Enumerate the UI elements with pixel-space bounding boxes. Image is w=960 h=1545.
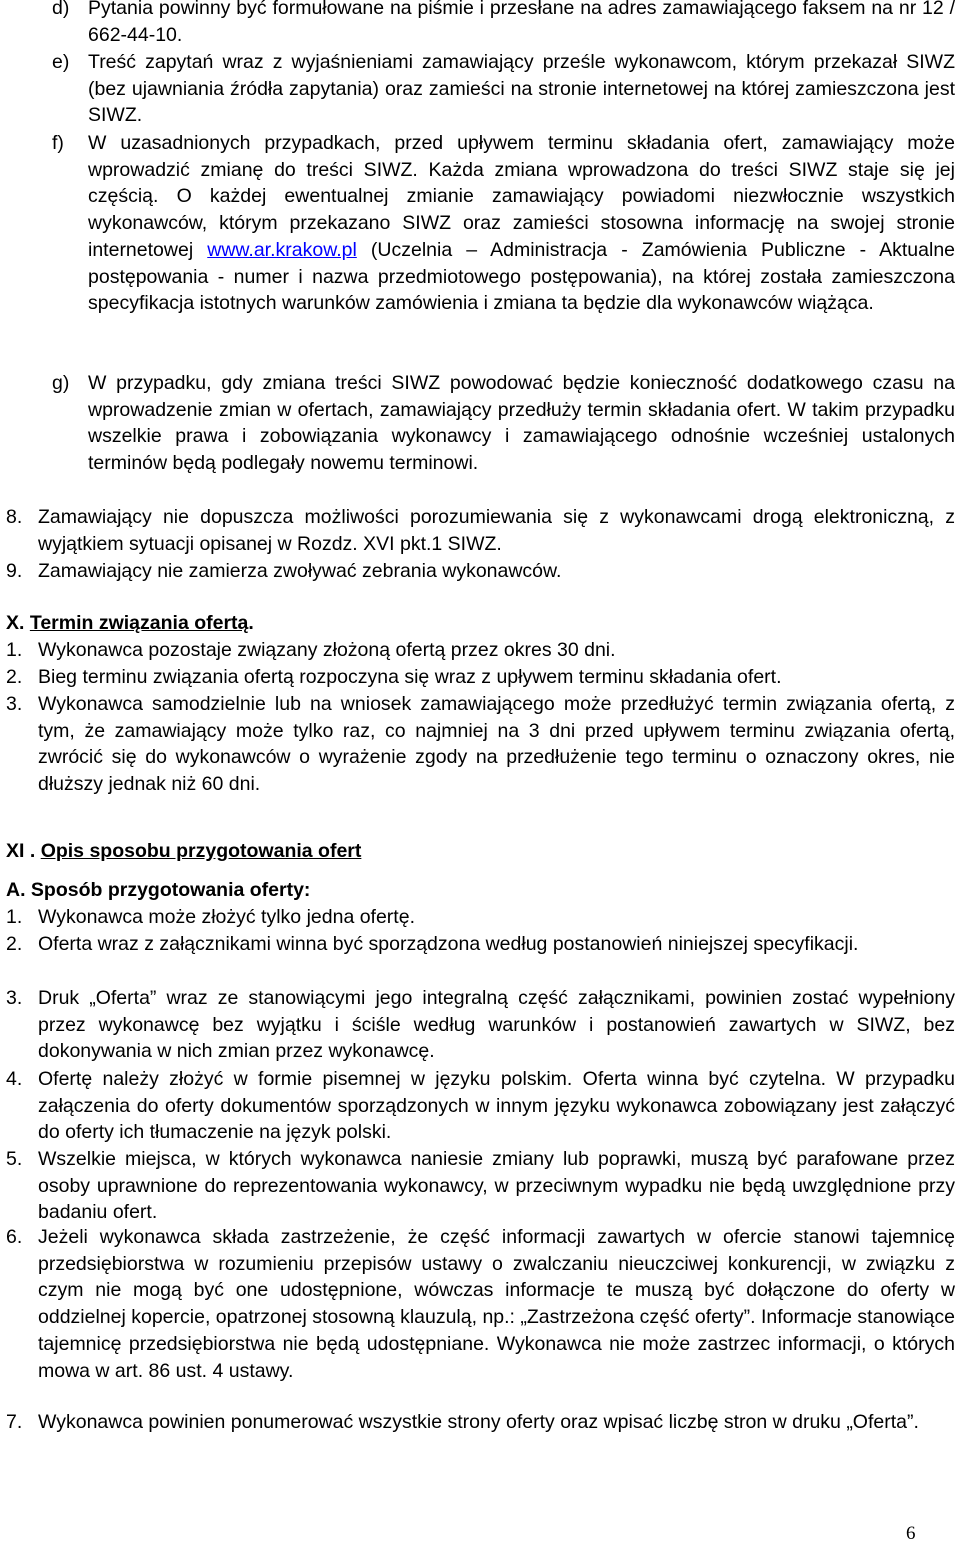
list-text: W przypadku, gdy zmiana treści SIWZ powodować będzie konieczność dodatkowego czasu na wprowadzenie zmian w ofertach, zamawiający przedłuży termin składania ofert. W takim przypadku wszelkie prawa i zobowiązania wykonawcy i zamawiającego odnośnie wcześniej ustalonych terminów będą podlegały nowemu terminowi. bbox=[88, 372, 955, 475]
paragraph-text: W uzasadnionych przypadkach, przed upływem terminu składania ofert, zamawiający może wprowadzić zmianę do treści SIWZ. Każda zmiana wprowadzona do treści SIWZ staje się jej częścią. O każdej ewentualnej zmianie zamawiający powiadomi niezwłocznie wszystkich wykonawców, którym przekazano SIWZ oraz zamieści stosowna informację na swojej stronie internetowej bbox=[88, 132, 955, 261]
list-label: g) bbox=[52, 372, 70, 394]
list-text: Zamawiający nie dopuszcza możliwości porozumiewania się z wykonawcami drogą elektroniczną, z wyjątkiem sytuacji opisanej w Rozdz. XVI pkt.1 SIWZ. bbox=[38, 506, 955, 555]
list-text: Wykonawca pozostaje związany złożoną ofertą przez okres 30 dni. bbox=[38, 639, 616, 661]
list-text: Ofertę należy złożyć w formie pisemnej w języku polskim. Oferta winna być czytelna. W przypadku załączenia do oferty dokumentów sporządzonych w innym języku wykonawca zobowiązany jest załączyć do oferty ich tłumaczenie na język polski. bbox=[38, 1068, 955, 1144]
list-label: 2. bbox=[6, 666, 23, 688]
list-text: Wykonawca samodzielnie lub na wniosek zamawiającego może przedłużyć termin związania ofertą, z tym, że zamawiający może tylko raz, co najmniej na 3 dni przed upływem terminu związania ofertą, zwrócić się do wykonawców o wyrażenie zgody na przedłużenie tego terminu o oznaczony okres, nie dłuższy jednak niż 60 dni. bbox=[38, 693, 955, 796]
list-label: 8. bbox=[6, 506, 23, 528]
section-title: Opis sposobu przygotowania ofert bbox=[40, 840, 362, 862]
list-text: Oferta wraz z załącznikami winna być sporządzona według postanowień niniejszej specyfikacji. bbox=[38, 933, 859, 955]
list-label: 2. bbox=[6, 933, 23, 955]
list-text bbox=[88, 130, 955, 317]
list-text: Wykonawca może złożyć tylko jedna ofertę. bbox=[38, 906, 415, 928]
list-label: 5. bbox=[6, 1148, 23, 1170]
section-xi-heading bbox=[6, 838, 361, 865]
list-label: 1. bbox=[6, 906, 23, 928]
list-text: Wszelkie miejsca, w których wykonawca naniesie zmiany lub poprawki, muszą być parafowane przez osoby uprawnione do reprezentowania wykonawcy, w przeciwnym wypadku nie będą uwzględnione przy badaniu ofert. bbox=[38, 1148, 955, 1224]
list-label: f) bbox=[52, 132, 64, 154]
list-text: Jeżeli wykonawca składa zastrzeżenie, że część informacji zawartych w ofercie stanowi tajemnicę przedsiębiorstwa w rozumieniu przepisów ustawy o zwalczaniu nieuczciwej konkurencji, w związku z czym nie mogą być one udostępnione, wówczas informacje te muszą być dołączone do oferty w oddzielnej kopercie, opatrzonej stosowną klauzulą, np.: „Zastrzeżona część oferty”. Informacje stanowiące tajemnicę przedsiębiorstwa nie będą udostępniane. Wykonawca nie może zastrzec informacji, o których mowa w art. 86 ust. 4 ustawy. bbox=[38, 1226, 955, 1382]
list-text: Wykonawca powinien ponumerować wszystkie strony oferty oraz wpisać liczbę stron w druku „Oferta”. bbox=[38, 1411, 919, 1433]
list-text: Treść zapytań wraz z wyjaśnieniami zamawiający prześle wykonawcom, którym przekazał SIWZ (bez ujawniania źródła zapytania) oraz zamieści na stronie internetowej na której zamieszczona jest SIWZ. bbox=[88, 51, 955, 127]
list-label: 1. bbox=[6, 639, 23, 661]
list-text: Druk „Oferta” wraz ze stanowiącymi jego integralną część załącznikami, powinien zostać wypełniony przez wykonawcę bez wyjątku i ściśle według warunków i postanowień zawartych w SIWZ, bez dokonywania w nich zmian przez wykonawcę. bbox=[38, 987, 955, 1063]
list-label: 6. bbox=[6, 1226, 23, 1248]
list-label: 7. bbox=[6, 1411, 23, 1433]
list-text: Bieg terminu związania ofertą rozpoczyna się wraz z upływem terminu składania ofert. bbox=[38, 666, 782, 688]
list-text: Zamawiający nie zamierza zwoływać zebrania wykonawców. bbox=[38, 560, 562, 582]
section-title-suffix: . bbox=[248, 612, 254, 634]
section-x-heading bbox=[6, 610, 254, 637]
list-text: Pytania powinny być formułowane na piśmie i przesłane na adres zamawiającego faksem na nr 12 / 662-44-10. bbox=[88, 0, 955, 46]
website-link[interactable]: www.ar.krakow.pl bbox=[207, 238, 357, 261]
list-label: e) bbox=[52, 51, 70, 73]
list-label: 9. bbox=[6, 560, 23, 582]
subsection-heading: A. Sposób przygotowania oferty: bbox=[6, 879, 311, 901]
page-number: 6 bbox=[906, 1523, 916, 1544]
section-number: X. bbox=[6, 612, 25, 634]
list-label: 3. bbox=[6, 693, 23, 715]
list-label: d) bbox=[52, 0, 70, 19]
paragraph-text: (Uczelnia – Administracja - Zamówienia Publiczne - Aktualne postępowania - numer i nazwa przedmiotowego postępowania), na której została zamieszczona specyfikacja istotnych warunków zamówienia i zmiana ta będzie dla wykonawców wiążąca. bbox=[88, 238, 956, 315]
section-title: Termin związania ofertą bbox=[29, 612, 249, 634]
list-label: 4. bbox=[6, 1068, 23, 1090]
list-label: 3. bbox=[6, 987, 23, 1009]
section-number: XI . bbox=[6, 840, 36, 862]
